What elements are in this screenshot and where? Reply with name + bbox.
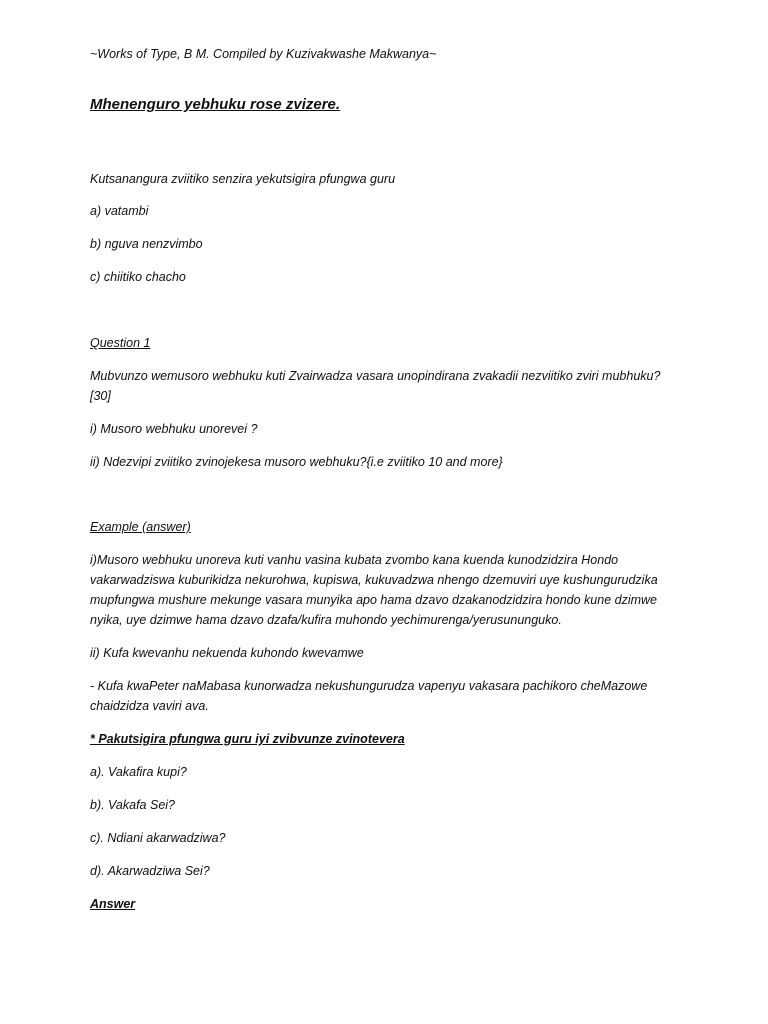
- question-part-i: i) Musoro webhuku unorevei ?: [90, 422, 258, 436]
- credit-line: ~Works of Type, B M. Compiled by Kuzivakwashe Makwanya~: [90, 47, 437, 61]
- intro-item-a: a) vatambi: [90, 204, 149, 218]
- question-text-line2: [30]: [90, 389, 111, 403]
- support-heading: * Pakutsigira pfungwa guru iyi zvibvunze zvinotevera: [90, 732, 405, 746]
- support-question-d: d). Akarwadziwa Sei?: [90, 864, 210, 878]
- page-title: Mhenenguro yebhuku rose zvizere.: [90, 96, 341, 113]
- example-para-line4: nyika, uye dzimwe hama dzavo dzafa/kufira muhondo yechimurenga/yerusununguko.: [90, 613, 562, 627]
- answer-label: Answer: [90, 897, 136, 911]
- intro-item-c: c) chiitiko chacho: [90, 270, 186, 284]
- example-para-line2: vakarwadziswa kuburikidza nekurohwa, kupiswa, kukuvadzwa nhengo dzemuviri uye kushungurudzika: [90, 573, 658, 587]
- support-question-c: c). Ndiani akarwadziwa?: [90, 831, 226, 845]
- example-label: Example (answer): [90, 520, 191, 534]
- example-point-ii: ii) Kufa kwevanhu nekuenda kuhondo kwevamwe: [90, 646, 364, 660]
- example-para-line1: i)Musoro webhuku unoreva kuti vanhu vasina kubata zvombo kana kuenda kunodzidzira Hondo: [90, 553, 619, 567]
- intro-heading: Kutsanangura zviitiko senzira yekutsigira pfungwa guru: [90, 172, 396, 186]
- question-part-ii: ii) Ndezvipi zviitiko zvinojekesa musoro webhuku?{i.e zviitiko 10 and more}: [90, 455, 503, 469]
- example-detail-line1: - Kufa kwaPeter naMabasa kunorwadza nekushungurudza vapenyu vakasara pachikoro cheMazowe: [90, 679, 648, 693]
- intro-item-b: b) nguva nenzvimbo: [90, 237, 203, 251]
- support-question-a: a). Vakafira kupi?: [90, 765, 187, 779]
- question-label: Question 1: [90, 336, 151, 350]
- question-text-line1: Mubvunzo wemusoro webhuku kuti Zvairwadza vasara unopindirana zvakadii nezviitiko zviri mubhuku?: [90, 369, 661, 383]
- example-para-line3: mupfungwa mushure mekunge vasara munyika apo hama dzavo dzakanodzidzira hondo kune dzimwe: [90, 593, 657, 607]
- example-detail-line2: chaidzidza vaviri ava.: [90, 699, 209, 713]
- support-question-b: b). Vakafa Sei?: [90, 798, 176, 812]
